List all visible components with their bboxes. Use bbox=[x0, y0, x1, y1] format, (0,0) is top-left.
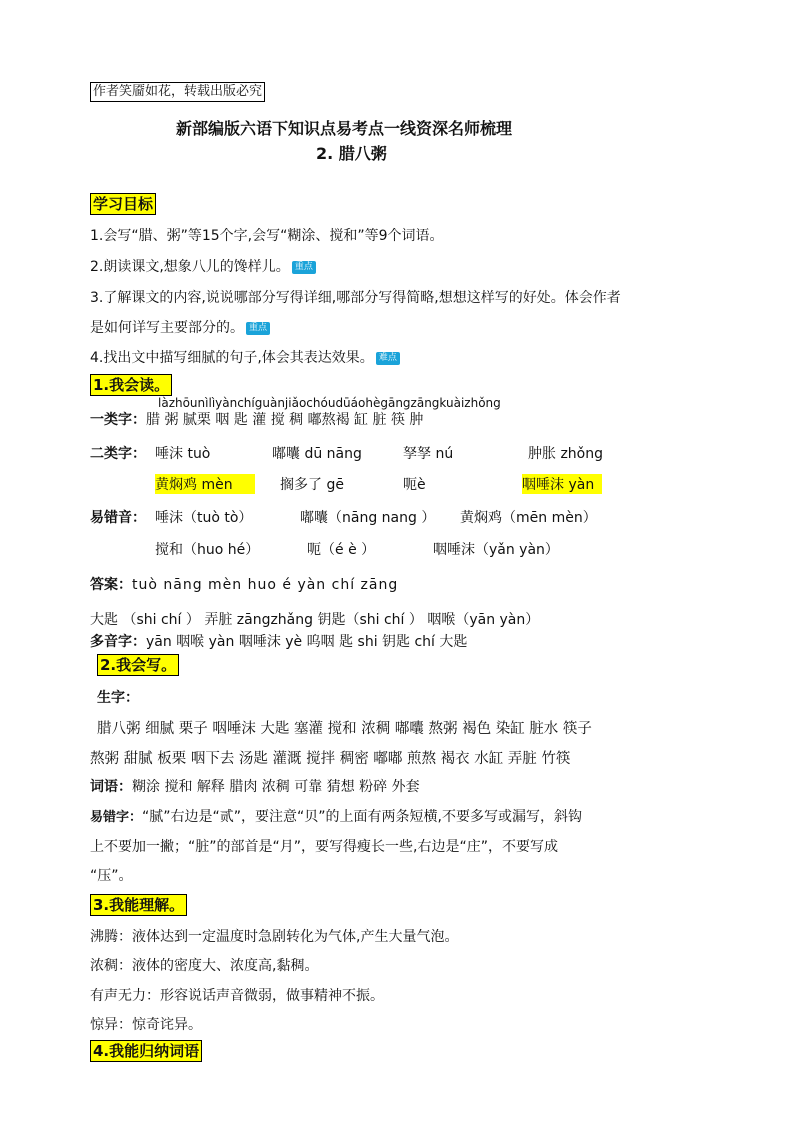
class2-item-highlighted: 黄焖鸡 mèn bbox=[155, 474, 255, 494]
induce-heading: 4.我能归纳词语 bbox=[90, 1040, 202, 1062]
class2-item: 唾沫 tuò bbox=[155, 446, 211, 462]
key-point-badge: 重点 bbox=[292, 261, 316, 274]
class1-label: 一类字： bbox=[90, 412, 146, 428]
confusing-item: 呃（é è ） bbox=[307, 542, 376, 558]
answer-text: tuò nāng mèn huo é yàn chí zāng bbox=[132, 577, 399, 593]
lesson-title: 2. 腊八粥 bbox=[316, 144, 387, 163]
class2-item: 呃è bbox=[403, 477, 426, 493]
words-text: 糊涂 搅和 解释 腊肉 浓稠 可靠 猜想 粉碎 外套 bbox=[132, 779, 420, 795]
error-row-2: 上不要加一撇；“脏”的部首是“月”，要写得瘦长一些,右边是“庄”，不要写成 bbox=[90, 839, 558, 855]
read-heading: 1.我会读。 bbox=[90, 374, 172, 396]
words-row bbox=[90, 776, 420, 796]
objective-text: 1.会写“腊、粥”等15个字,会写“糊涂、搅和”等9个词语。 bbox=[90, 228, 444, 244]
definition-item: 惊异：惊奇诧异。 bbox=[90, 1017, 202, 1033]
objective-text: 2.朗读课文,想象八儿的馋样儿。 bbox=[90, 259, 290, 275]
objective-item-1 bbox=[90, 225, 444, 245]
confusing-item: 咽唾沫（yǎn yàn） bbox=[433, 542, 559, 558]
objective-item-3-cont bbox=[90, 317, 270, 337]
confusing-item: 搅和（huo hé） bbox=[155, 542, 260, 558]
confusing-label: 易错音： bbox=[90, 510, 146, 526]
answer-line-2: 大匙 （shi chí ） 弄脏 zāngzhǎng 钥匙（shi chí ） 咽喉（yān yàn） bbox=[90, 612, 540, 628]
class2-item: 搁多了 gē bbox=[280, 477, 344, 493]
definition-item: 沸腾：液体达到一定温度时急剧转化为气体,产生大量气泡。 bbox=[90, 929, 459, 945]
key-point-badge: 重点 bbox=[246, 322, 270, 335]
page-title: 新部编版六语下知识点易考点一线资深名师梳理 bbox=[176, 119, 513, 138]
objective-item-3 bbox=[90, 287, 621, 307]
definition-item: 浓稠：液体的密度大、浓度高,黏稠。 bbox=[90, 958, 319, 974]
class2-item: 嘟囔 dū nāng bbox=[272, 446, 362, 462]
confusing-item: 嘟囔（nāng nang ） bbox=[300, 510, 436, 526]
error-label: 易错字： bbox=[90, 810, 143, 825]
copyright-text: 作者笑靥如花，转载出版必究 bbox=[93, 84, 263, 99]
write-label: 生字： bbox=[97, 690, 139, 706]
write-chars-line-2: 熬粥 甜腻 板栗 咽下去 汤匙 灌溉 搅拌 稠密 嘟嘟 煎熬 褐衣 水缸 弄脏 竹筷 bbox=[90, 751, 571, 767]
class2-item-highlighted: 咽唾沫 yàn bbox=[522, 474, 602, 494]
polyphone-label: 多音字： bbox=[90, 634, 146, 650]
words-label: 词语： bbox=[90, 779, 132, 795]
understand-heading: 3.我能理解。 bbox=[90, 894, 187, 916]
polyphone-text: yān 咽喉 yàn 咽唾沫 yè 呜咽 匙 shi 钥匙 chí 大匙 bbox=[146, 634, 468, 650]
error-row-3: “压”。 bbox=[90, 868, 133, 884]
objectives-heading: 学习目标 bbox=[90, 193, 156, 215]
pinyin-line: làzhōunìlìyànchíguànjiǎochóudūáohègāngzāngkuàizhǒng bbox=[158, 396, 501, 410]
class1-chars: 腊 粥 腻栗 咽 匙 灌 搅 稠 嘟熬褐 缸 脏 筷 肿 bbox=[146, 412, 424, 428]
error-text-1: “腻”右边是“贰”，要注意“贝”的上面有两条短横,不要多写或漏写，斜钩 bbox=[142, 809, 582, 825]
write-heading: 2.我会写。 bbox=[97, 654, 179, 676]
confusing-item: 黄焖鸡（mēn mèn） bbox=[460, 510, 597, 526]
answer-row bbox=[90, 574, 398, 594]
confusing-item: 唾沫（tuò tò） bbox=[155, 510, 253, 526]
objective-text: 4.找出文中描写细腻的句子,体会其表达效果。 bbox=[90, 350, 374, 366]
polyphone-row bbox=[90, 631, 467, 651]
objective-item-2 bbox=[90, 256, 316, 276]
objective-item-4 bbox=[90, 347, 400, 367]
difficulty-badge: 难点 bbox=[376, 352, 400, 365]
answer-label: 答案： bbox=[90, 577, 132, 593]
definition-item: 有声无力：形容说话声音微弱，做事精神不振。 bbox=[90, 988, 384, 1004]
objective-text: 是如何详写主要部分的。 bbox=[90, 320, 244, 336]
error-row-1 bbox=[90, 806, 582, 826]
objective-text: 3.了解课文的内容,说说哪部分写得详细,哪部分写得简略,想想这样写的好处。体会作者 bbox=[90, 290, 621, 306]
class2-label: 二类字： bbox=[90, 446, 146, 462]
copyright-box bbox=[90, 82, 265, 102]
class2-item: 孥孥 nú bbox=[403, 446, 454, 462]
class1-row bbox=[90, 409, 423, 429]
write-chars-line-1: 腊八粥 细腻 栗子 咽唾沫 大匙 塞灌 搅和 浓稠 嘟囔 熬粥 褐色 染缸 脏水 筷子 bbox=[97, 721, 592, 737]
class2-item: 肿胀 zhǒng bbox=[528, 446, 603, 462]
